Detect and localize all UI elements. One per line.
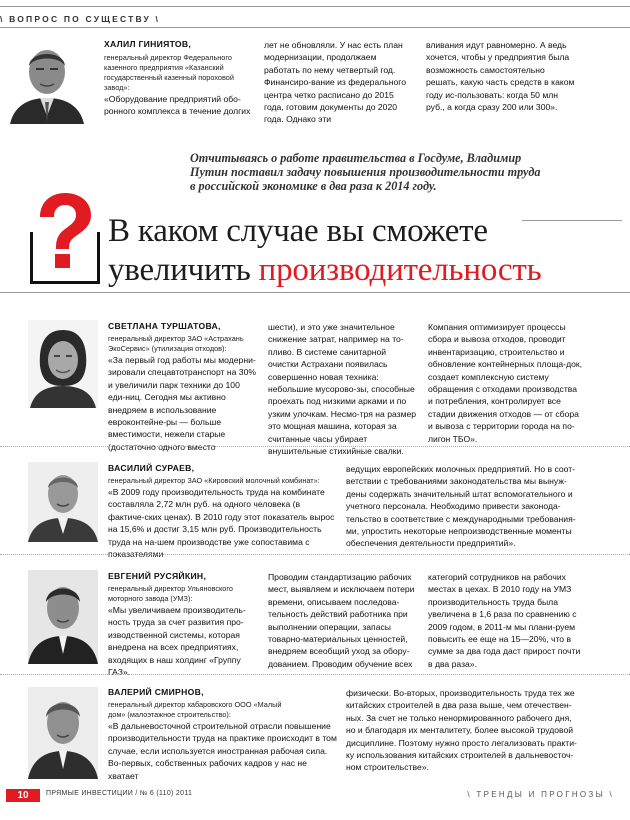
quote-column-1: «Мы увеличиваем производитель-ность труда за счет развития про-изводственной системы, которая внедрена на всех предприятиях, входящих в наш холдинг «Группу ГАЗ». xyxy=(108,605,246,678)
magazine-issue: ПРЯМЫЕ ИНВЕСТИЦИИ / № 6 (110) 2011 xyxy=(46,790,193,797)
portrait-photo-smirnov xyxy=(28,687,98,779)
lead-line-1: Отчитываясь о работе правительства в Госдуме, Владимир xyxy=(190,151,522,165)
expert-name: ВАЛЕРИЙ СМИРНОВ, xyxy=(108,687,204,697)
expert-name: ЕВГЕНИЙ РУСЯЙКИН, xyxy=(108,571,207,581)
headline-rule xyxy=(522,220,622,221)
headline-highlight: производительность xyxy=(258,252,542,288)
portrait-photo-suraev xyxy=(28,462,98,542)
quote-column-2: физически. Во-вторых, производительность труда тех же китайских строителей в два раза выше, чем отечествен-ных. За счет не только ненормированного рабочего дня, но и благодаря их менталитету, более высокой трудовой дисциплине. Поэтому нужно просто легализовать практи-ку использования китайских строителей в дальневосточ-ном строительстве». xyxy=(346,688,577,773)
expert-role: генеральный директор Ульяновского моторного завода (УМЗ): xyxy=(108,584,233,603)
section-name: \ ТРЕНДЫ И ПРОГНОЗЫ \ xyxy=(467,790,614,799)
headline-frame xyxy=(30,232,100,284)
portrait-photo-turshatova xyxy=(28,320,98,408)
expert-role: генеральный директор хабаровского ООО «Малый дом» (малоэтажное строительство): xyxy=(108,700,282,719)
expert-role: генеральный директор ЗАО «Астрахань ЭкоСервис» (утилизация отходов): xyxy=(108,334,244,353)
quote-column-1: «В 2009 году производительность труда на комбинате составляла 2,72 млн руб. на одного человека (в фактиче-ских ценах). В 2010 году этот показатель вырос на 15,6% и достиг 3,15 млн руб. Производительность труда на на-шем производстве уже сопоставима с показателями xyxy=(108,487,335,560)
headline-bottom-rule xyxy=(0,292,630,293)
divider xyxy=(0,554,630,555)
headline xyxy=(108,212,618,290)
lead-line-2: Путин поставил задачу повышения производительности труда xyxy=(190,165,541,179)
quote-column-2: ведущих европейских молочных предприятий. Но в соот-ветствии с требованиями законодательства мы вынуж-дены содержать значительный штат вспомогательного и учетного персонала. Необходимо привести законода-тельство в соответствие с международными требования-ми, упростить некоторые непроизводственные моменты обеспечения деятельности предприятий». xyxy=(346,464,576,549)
quote-column-2: лет не обновляли. У нас есть план модернизации, продолжаем работать по нему четвертый год. Финансиро-вание из федерального центра четко расписано до 2015 года, готовим документы до 2020 года. Однако эти xyxy=(264,40,406,125)
headline-line-2: увеличить xyxy=(108,252,259,288)
divider xyxy=(0,674,630,675)
headline-line-1: В каком случае вы сможете xyxy=(108,213,488,249)
portrait-photo-rusyaykin xyxy=(28,570,98,664)
quote-column-1: «Оборудование предприятий обо-ронного комплекса в течение долгих xyxy=(104,94,251,117)
section-rubric: \ ВОПРОС ПО СУЩЕСТВУ \ xyxy=(0,14,161,24)
quote-column-2: шести), и это уже значительное снижение затрат, например на то-пливо. В системе санитарной очистки Астрахани появилась совершенно новая техника: небольшие мусорово-зы, способные проехать под низкими арками и по узким улочкам. Несмо-тря на размер это мощная машина, которая за считанные часы убирает внушительные стихийные свалки. xyxy=(268,322,417,457)
expert-role: генеральный директор Федерального казенного предприятия «Казанский государственный казенный пороховой завод»: xyxy=(104,53,234,92)
portrait-photo-giniyatov xyxy=(8,36,86,124)
quote-column-3: Компания оптимизирует процессы сбора и вывоза отходов, проводит инвентаризацию, строительство и обновление контейнерных площа-док, создает комплексную систему обращения с отходами производства и потребления, контролирует все стадии движения отходов — от сбора и вывоза с территории города на по-лигон ТБО». xyxy=(428,322,583,444)
quote-column-3: вливания идут равномерно. А ведь хочется, чтобы у предприятия была возможность самостоятельно решать, какую часть средств в каком году ис-пользовать: когда 50 млн руб., а когда сразу 200 или 300». xyxy=(426,40,575,113)
quote-column-3: категорий сотрудников на рабочих местах в цехах. В 2010 году на УМЗ производительность труда была увеличена в 1,6 раза по сравнению с 2009 годом, в 2011-м мы плани-руем повысить ее еще на 15—20%, что в сумме за два года даст прирост почти в два раза». xyxy=(428,572,581,669)
rubric-rule xyxy=(0,27,630,28)
quote-column-1: «В дальневосточной строительной отрасли повышение производительности труда на практике происходит в том случае, если используется иностранная рабочая сила. Во-первых, собственных рабочих кадров у нас не хватает xyxy=(108,721,337,781)
top-rule xyxy=(0,6,630,7)
lead-paragraph xyxy=(190,151,610,193)
page-number: 10 xyxy=(6,789,40,802)
lead-line-3: в российской экономике в два раза к 2014 году. xyxy=(190,179,437,193)
quote-column-1: «За первый год работы мы модерни-зировали спецавтотранспорт на 30% и увеличили парк техники до 100 еди-ниц. Сегодня мы активно внедряем в использование евроконтейне-ры — больше вместимости, нежели старые (достаточно одного вместо xyxy=(108,355,256,452)
quote-column-2: Проводим стандартизацию рабочих мест, выявляем и исключаем потери времени, описываем последова-тельность действий работника при выполнении операции, запасы товарно-материальных ценностей, внедряем всеобщий уход за обору-дованием. Проводим обучение всех xyxy=(268,572,415,669)
divider xyxy=(0,446,630,447)
expert-name: СВЕТЛАНА ТУРШАТОВА, xyxy=(108,321,221,331)
expert-role: генеральный директор ЗАО «Кировский молочный комбинат»: xyxy=(108,476,320,485)
expert-name: ХАЛИЛ ГИНИЯТОВ, xyxy=(104,39,192,49)
expert-name: ВАСИЛИЙ СУРАЕВ, xyxy=(108,463,195,473)
